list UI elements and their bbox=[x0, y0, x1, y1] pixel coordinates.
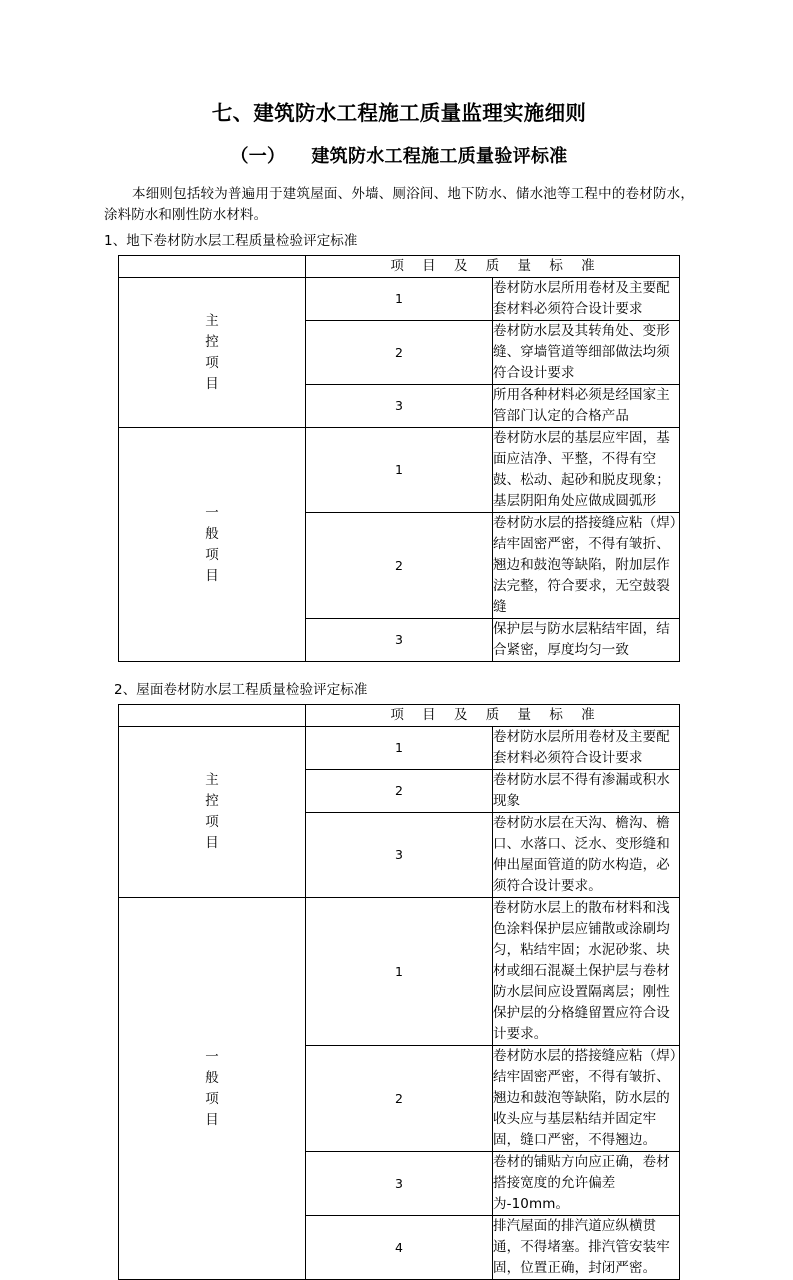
category-label-general: 一般项目 bbox=[119, 428, 306, 662]
table-row bbox=[119, 727, 680, 770]
row-text: 卷材的铺贴方向应正确，卷材搭接宽度的允许偏差为-10mm。 bbox=[493, 1152, 680, 1216]
header-title-text: 项 目 及 质 量 标 准 bbox=[390, 707, 602, 723]
row-number: 2 bbox=[306, 321, 493, 385]
subtitle-number: （一） bbox=[230, 146, 286, 167]
row-text: 卷材防水层的搭接缝应粘（焊）结牢固密严密，不得有皱折、翘边和鼓泡等缺陷，防水层的收头应与基层粘结并固定牢固，缝口严密，不得翘边。 bbox=[493, 1046, 680, 1152]
row-number: 3 bbox=[306, 619, 493, 662]
table-header-row bbox=[119, 705, 680, 727]
header-blank-cell bbox=[119, 705, 306, 727]
header-title-cell bbox=[306, 705, 680, 727]
row-number: 2 bbox=[306, 1046, 493, 1152]
row-number: 1 bbox=[306, 278, 493, 321]
table-underground-membrane bbox=[118, 255, 680, 662]
category-label-main: 主控项目 bbox=[119, 727, 306, 898]
row-number: 3 bbox=[306, 1152, 493, 1216]
row-number: 2 bbox=[306, 513, 493, 619]
row-number: 3 bbox=[306, 385, 493, 428]
row-text: 卷材防水层的基层应牢固，基面应洁净、平整，不得有空鼓、松动、起砂和脱皮现象；基层阴阳角处应做成圆弧形 bbox=[493, 428, 680, 513]
row-number: 2 bbox=[306, 770, 493, 813]
header-title-cell bbox=[306, 256, 680, 278]
table-2-caption: 2、屋面卷材防水层工程质量检验评定标准 bbox=[114, 682, 368, 698]
table-header-row bbox=[119, 256, 680, 278]
category-label-general: 一般项目 bbox=[119, 898, 306, 1280]
row-number: 4 bbox=[306, 1216, 493, 1280]
page-content bbox=[104, 96, 694, 1280]
row-text: 卷材防水层所用卷材及主要配套材料必须符合设计要求 bbox=[493, 278, 680, 321]
row-text: 卷材防水层在天沟、檐沟、檐口、水落口、泛水、变形缝和伸出屋面管道的防水构造，必须符合设计要求。 bbox=[493, 813, 680, 898]
row-text: 所用各种材料必须是经国家主管部门认定的合格产品 bbox=[493, 385, 680, 428]
row-text: 卷材防水层不得有渗漏或积水现象 bbox=[493, 770, 680, 813]
row-text: 卷材防水层上的散布材料和浅色涂料保护层应铺散或涂刷均匀，粘结牢固；水泥砂浆、块材或细石混凝土保护层与卷材防水层间应设置隔离层；刚性保护层的分格缝留置应符合设计要求。 bbox=[493, 898, 680, 1046]
row-number: 3 bbox=[306, 813, 493, 898]
subtitle-text: 建筑防水工程施工质量验评标准 bbox=[311, 146, 568, 167]
row-text: 卷材防水层及其转角处、变形缝、穿墙管道等细部做法均须符合设计要求 bbox=[493, 321, 680, 385]
page-title: 七、建筑防水工程施工质量监理实施细则 bbox=[211, 101, 587, 125]
table-row bbox=[119, 278, 680, 321]
row-number: 1 bbox=[306, 428, 493, 513]
table-row bbox=[119, 898, 680, 1046]
intro-paragraph: 本细则包括较为普遍用于建筑屋面、外墙、厕浴间、地下防水、储水池等工程中的卷材防水，涂料防水和刚性防水材料。 bbox=[104, 186, 694, 223]
row-number: 1 bbox=[306, 898, 493, 1046]
table-row bbox=[119, 428, 680, 513]
row-text: 卷材防水层所用卷材及主要配套材料必须符合设计要求 bbox=[493, 727, 680, 770]
row-text: 排汽屋面的排汽道应纵横贯通，不得堵塞。排汽管安装牢固，位置正确，封闭严密。 bbox=[493, 1216, 680, 1280]
table-roof-membrane bbox=[118, 704, 680, 1280]
table-1-caption: 1、地下卷材防水层工程质量检验评定标准 bbox=[104, 233, 358, 249]
category-label-main: 主控项目 bbox=[119, 278, 306, 428]
section-subtitle bbox=[104, 142, 694, 172]
row-number: 1 bbox=[306, 727, 493, 770]
row-text: 保护层与防水层粘结牢固，结合紧密，厚度均匀一致 bbox=[493, 619, 680, 662]
header-title-text: 项 目 及 质 量 标 准 bbox=[390, 258, 602, 274]
row-text: 卷材防水层的搭接缝应粘（焊）结牢固密严密，不得有皱折、翘边和鼓泡等缺陷，附加层作法完整，符合要求，无空鼓裂缝 bbox=[493, 513, 680, 619]
header-blank-cell bbox=[119, 256, 306, 278]
